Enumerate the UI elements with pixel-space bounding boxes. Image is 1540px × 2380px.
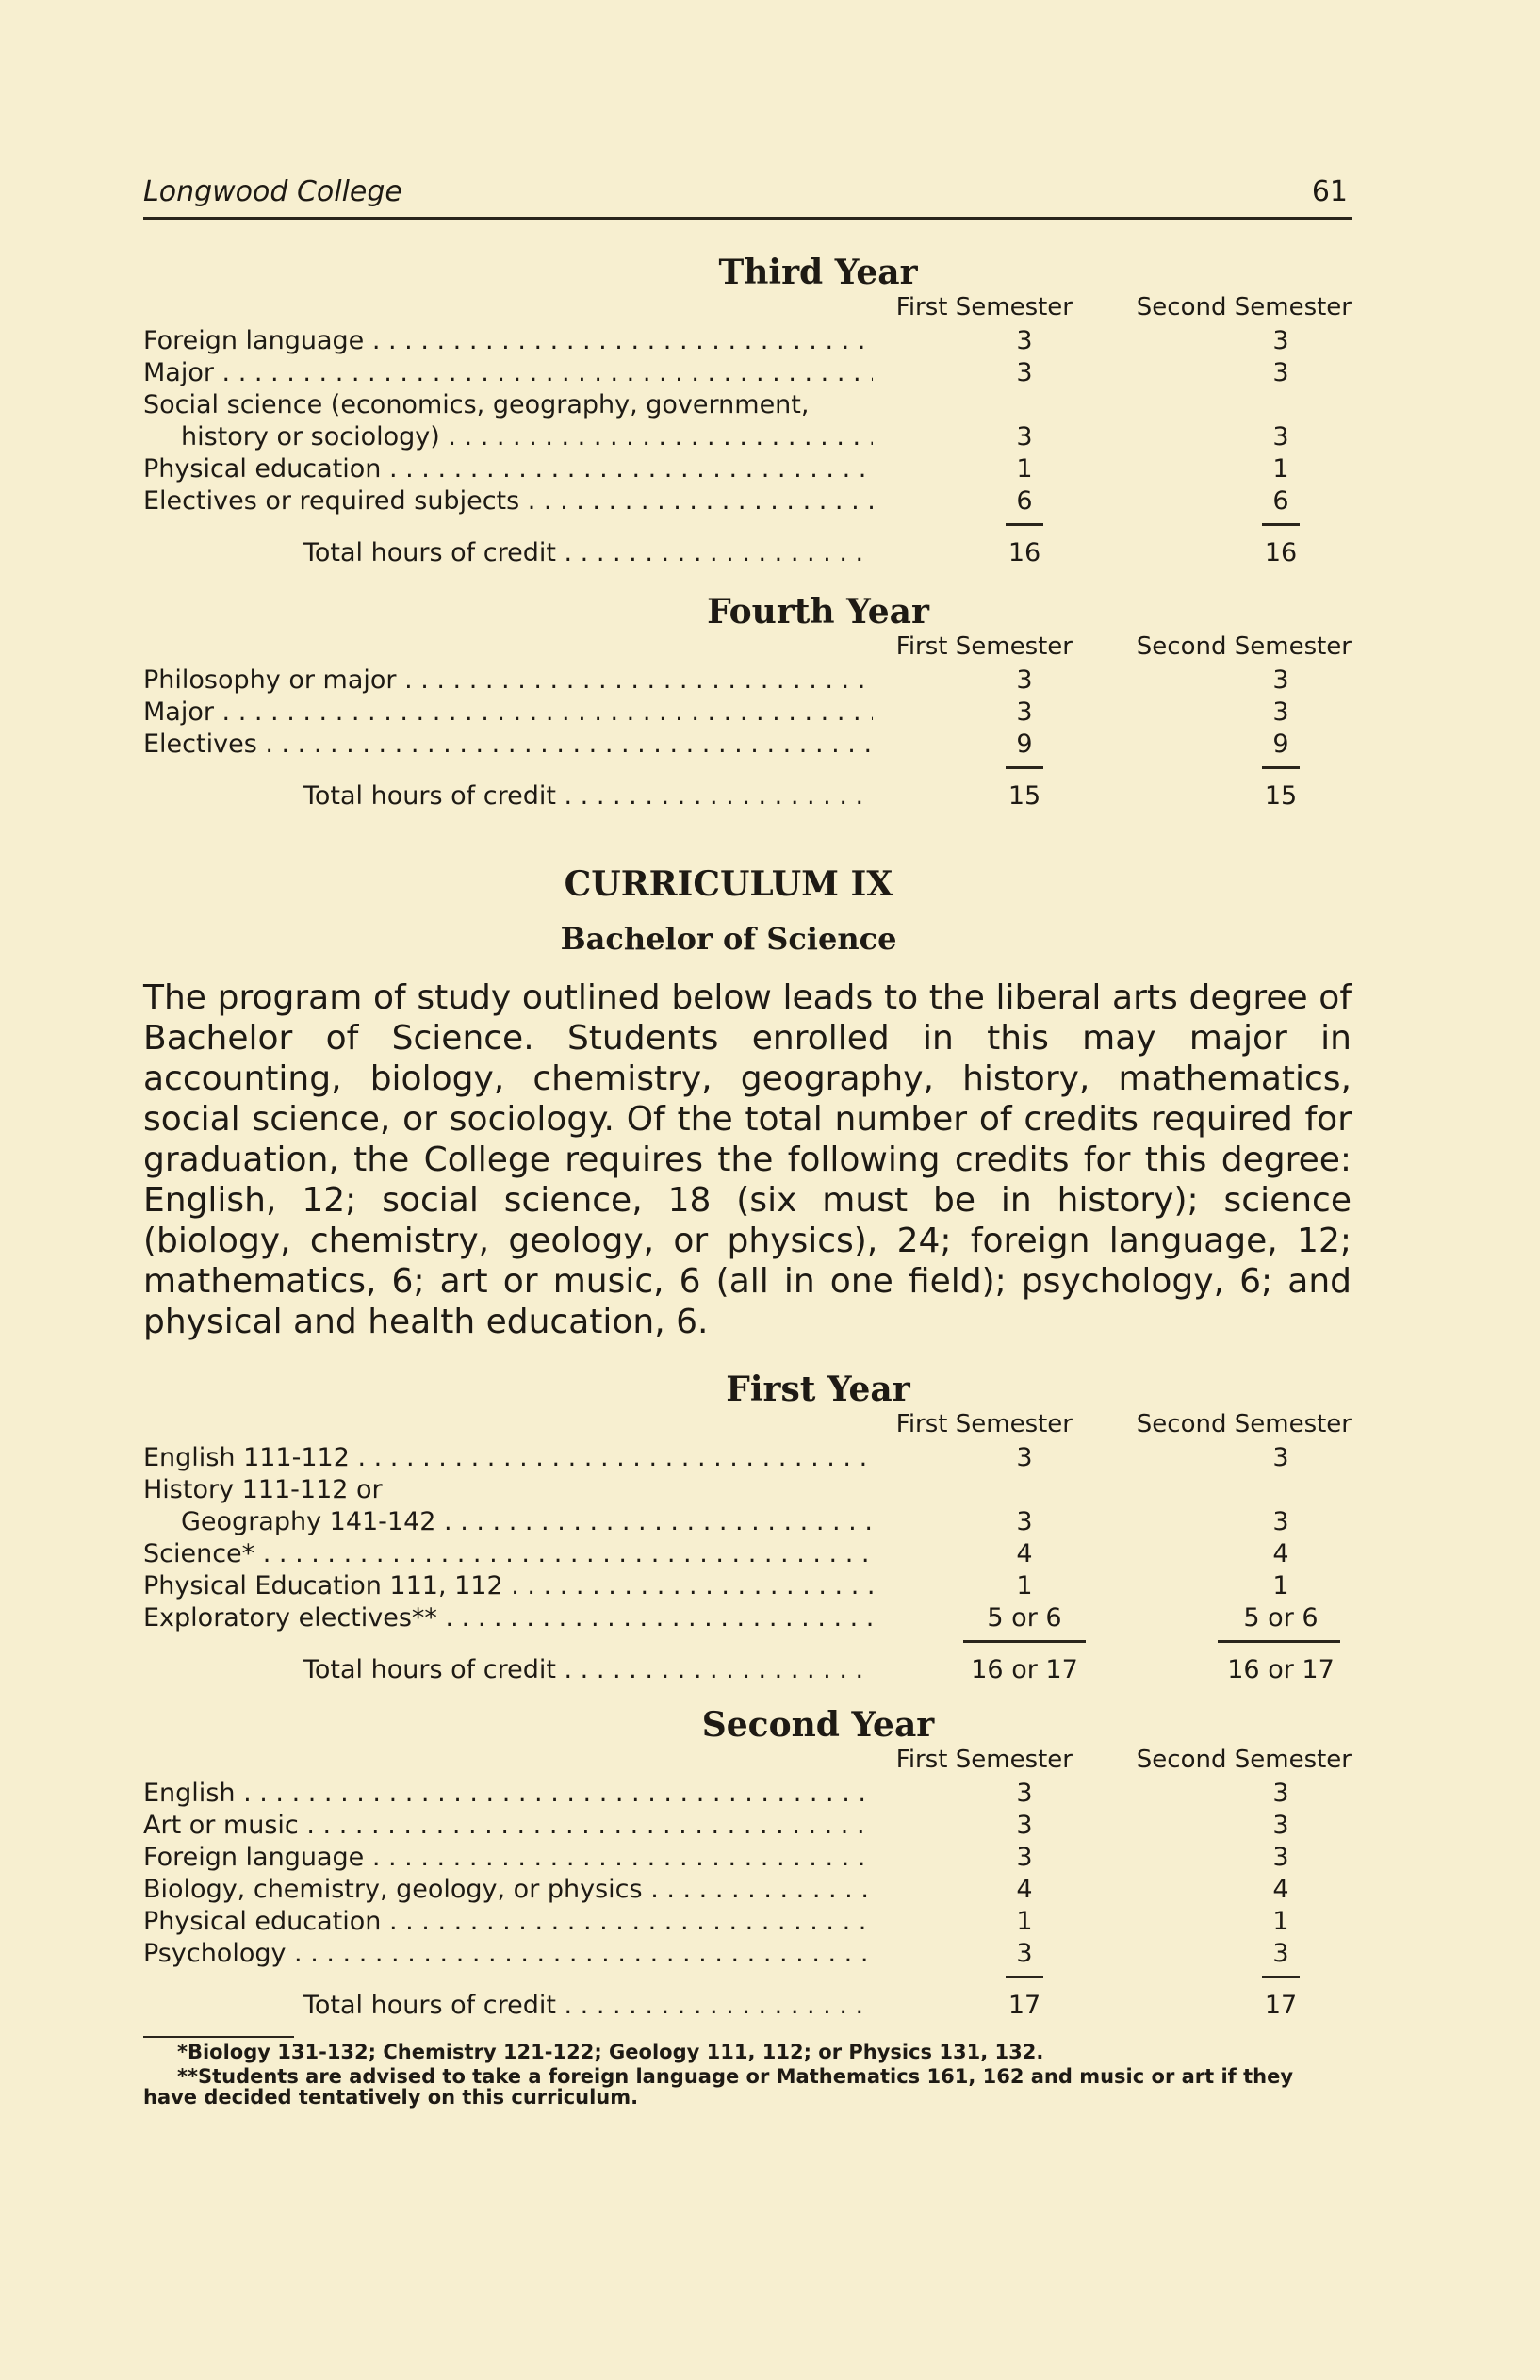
second-semester-value: 3 — [1272, 1939, 1289, 1968]
second-semester-value: 1 — [1272, 454, 1289, 484]
first-semester-label: First Semester — [895, 1746, 1073, 1774]
table-row — [143, 1570, 1352, 1602]
semester-header — [143, 632, 1352, 665]
table-row — [143, 1538, 1352, 1570]
row-label: Major . . . — [143, 357, 873, 389]
running-head-title: Longwood College — [143, 175, 402, 208]
first-semester-label: First Semester — [895, 632, 1073, 661]
second-semester-label: Second Semester — [1136, 1410, 1352, 1438]
row-label: Psychology . . . — [143, 1938, 873, 1970]
table-row — [143, 421, 1352, 453]
second-semester-value: 1 — [1272, 1571, 1289, 1600]
third-year-title: Third Year — [718, 253, 918, 292]
row-label: English 111-112 . . . — [143, 1442, 873, 1474]
second-semester-value: 3 — [1272, 422, 1289, 451]
first-semester-value: 3 — [1016, 1843, 1033, 1872]
table-row — [143, 389, 1352, 421]
table-row — [143, 665, 1352, 697]
row-label: Major . . . — [143, 697, 873, 729]
first-semester-label: First Semester — [895, 293, 1073, 321]
first-semester-value: 3 — [1016, 1811, 1033, 1840]
semester-header — [143, 293, 1352, 325]
fourth-year-title: Fourth Year — [707, 592, 929, 632]
first-semester-value: 3 — [1016, 698, 1033, 727]
second-semester-value: 3 — [1272, 698, 1289, 727]
page-number: 61 — [1311, 175, 1348, 208]
row-label: Philosophy or major . . . — [143, 665, 873, 697]
second-semester-value: 3 — [1272, 1443, 1289, 1472]
row-label: Science* . . . — [143, 1538, 873, 1570]
second-semester-value: 5 or 6 — [1243, 1603, 1319, 1633]
second-semester-total: 16 or 17 — [1227, 1655, 1335, 1684]
first-semester-total: 16 — [1008, 538, 1041, 567]
row-label: Electives . . . — [143, 729, 873, 761]
first-semester-value: 4 — [1016, 1539, 1033, 1568]
row-label: History 111-112 or — [143, 1475, 383, 1504]
total-rule — [143, 1634, 1352, 1651]
row-label: Physical education . . . — [143, 453, 873, 485]
table-row — [143, 1506, 1352, 1538]
first-year-section — [143, 1369, 1352, 1689]
total-label: Total hours of credit . . . — [303, 1987, 873, 2025]
second-semester-value: 1 — [1272, 1907, 1289, 1936]
curriculum-section — [143, 864, 1352, 1342]
total-row — [143, 1651, 1352, 1689]
first-semester-value: 3 — [1016, 1939, 1033, 1968]
second-semester-value: 3 — [1272, 1779, 1289, 1808]
first-semester-value: 9 — [1016, 730, 1033, 759]
first-semester-total: 16 or 17 — [971, 1655, 1078, 1684]
footnotes — [143, 2036, 1352, 2108]
table-row — [143, 1874, 1352, 1906]
curriculum-subtitle: Bachelor of Science — [560, 921, 897, 957]
first-semester-value: 1 — [1016, 1571, 1033, 1600]
second-semester-value: 6 — [1272, 486, 1289, 516]
table-row — [143, 729, 1352, 761]
second-semester-value: 3 — [1272, 326, 1289, 355]
first-semester-total: 17 — [1008, 1991, 1041, 2020]
first-year-title: First Year — [726, 1370, 910, 1409]
second-semester-value: 3 — [1272, 1811, 1289, 1840]
total-rule — [143, 1970, 1352, 1987]
row-label: Art or music . . . — [143, 1810, 873, 1842]
table-row — [143, 1810, 1352, 1842]
table-row — [143, 325, 1352, 357]
total-row — [143, 534, 1352, 572]
row-label: Biology, chemistry, geology, or physics . . . — [143, 1874, 873, 1906]
total-label: Total hours of credit . . . — [303, 778, 873, 815]
row-label: Exploratory electives** . . . — [143, 1602, 873, 1634]
total-rule — [143, 761, 1352, 778]
table-row — [143, 1842, 1352, 1874]
page — [143, 170, 1352, 2108]
second-semester-value: 4 — [1272, 1539, 1289, 1568]
second-semester-label: Second Semester — [1136, 293, 1352, 321]
total-row — [143, 778, 1352, 815]
first-semester-value: 4 — [1016, 1875, 1033, 1904]
table-row — [143, 1474, 1352, 1506]
semester-header — [143, 1410, 1352, 1442]
row-label: Electives or required subjects . . . — [143, 485, 873, 517]
table-row — [143, 1442, 1352, 1474]
table-row — [143, 1778, 1352, 1810]
semester-header — [143, 1746, 1352, 1778]
second-semester-label: Second Semester — [1136, 632, 1352, 661]
row-label: Geography 141-142 . . . — [181, 1506, 873, 1538]
table-row — [143, 697, 1352, 729]
second-semester-total: 15 — [1264, 781, 1298, 811]
curriculum-description: The program of study outlined below leads to the liberal arts degree of Bachelor of Science. Students enrolled in this may major in accounting, biology, chemistry, geography, history, mathematics, social science, or sociology. Of the total number of credits required for graduation, the College requires the following credits for this degree: English, 12; social science, 18 (six must be in history); science (biology, chemistry, geology, or physics), 24; foreign language, 12; mathematics, 6; art or music, 6 (all in one field); psychology, 6; and physical and health education, 6. — [143, 978, 1352, 1341]
second-semester-value: 3 — [1272, 665, 1289, 695]
second-semester-value: 3 — [1272, 358, 1289, 387]
second-year-section — [143, 1704, 1352, 2025]
first-semester-value: 5 or 6 — [987, 1603, 1062, 1633]
table-row — [143, 1938, 1352, 1970]
third-year-section — [143, 252, 1352, 572]
footnote-rule — [143, 2036, 294, 2038]
footnote-electives: **Students are advised to take a foreign language or Mathematics 161, 162 and music or art if they have decided tentatively on this curriculum. — [143, 2065, 1294, 2109]
total-label: Total hours of credit . . . — [303, 534, 873, 572]
first-semester-value: 3 — [1016, 1507, 1033, 1536]
first-semester-value: 3 — [1016, 326, 1033, 355]
row-label: English . . . — [143, 1778, 873, 1810]
running-head — [143, 170, 1352, 220]
first-semester-value: 3 — [1016, 1443, 1033, 1472]
total-row — [143, 1987, 1352, 2025]
first-semester-value: 1 — [1016, 454, 1033, 484]
first-semester-value: 6 — [1016, 486, 1033, 516]
curriculum-title: CURRICULUM IX — [564, 864, 893, 904]
first-semester-total: 15 — [1008, 781, 1041, 811]
row-label: Foreign language . . . — [143, 1842, 873, 1874]
table-row — [143, 357, 1352, 389]
row-label: Physical Education 111, 112 . . . — [143, 1570, 873, 1602]
second-semester-total: 17 — [1264, 1991, 1298, 2020]
footnote-science: *Biology 131-132; Chemistry 121-122; Geology 111, 112; or Physics 131, 132. — [177, 2041, 1044, 2063]
second-semester-value: 3 — [1272, 1507, 1289, 1536]
table-row — [143, 485, 1352, 517]
row-label: history or sociology) . . . — [181, 421, 873, 453]
total-label: Total hours of credit . . . — [303, 1651, 873, 1689]
second-semester-label: Second Semester — [1136, 1746, 1352, 1774]
second-semester-value: 9 — [1272, 730, 1289, 759]
row-label: Social science (economics, geography, government, — [143, 390, 810, 419]
first-semester-value: 3 — [1016, 1779, 1033, 1808]
second-year-title: Second Year — [701, 1705, 935, 1745]
total-rule — [143, 517, 1352, 534]
first-semester-value: 3 — [1016, 358, 1033, 387]
table-row — [143, 1602, 1352, 1634]
fourth-year-section — [143, 591, 1352, 815]
second-semester-value: 3 — [1272, 1843, 1289, 1872]
row-label: Foreign language . . . — [143, 325, 873, 357]
row-label: Physical education . . . — [143, 1906, 873, 1938]
first-semester-label: First Semester — [895, 1410, 1073, 1438]
second-semester-value: 4 — [1272, 1875, 1289, 1904]
second-semester-total: 16 — [1264, 538, 1298, 567]
first-semester-value: 1 — [1016, 1907, 1033, 1936]
first-semester-value: 3 — [1016, 422, 1033, 451]
table-row — [143, 1906, 1352, 1938]
first-semester-value: 3 — [1016, 665, 1033, 695]
table-row — [143, 453, 1352, 485]
